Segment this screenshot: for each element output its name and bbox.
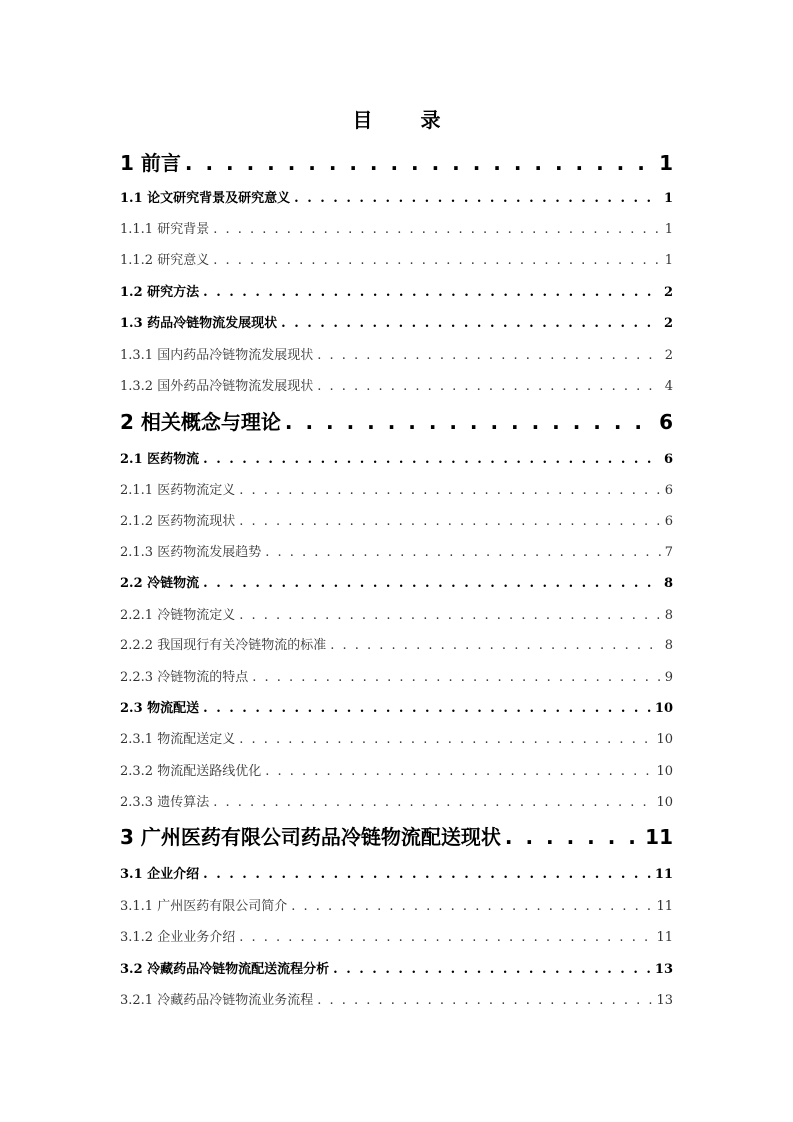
toc-leader-dots [333, 962, 651, 977]
toc-page-number: 13 [654, 962, 673, 977]
toc-entry[interactable] [120, 344, 673, 363]
toc-title-left: 目 [352, 108, 373, 132]
toc-entry-label: 3 广州医药有限公司药品冷链物流配送现状 [120, 825, 501, 849]
toc-leader-dots [203, 452, 660, 467]
toc-entry[interactable] [120, 791, 673, 810]
toc-page-number: 8 [664, 608, 673, 623]
toc-entry-label: 3.1 企业介绍 [120, 867, 200, 882]
toc-entry[interactable] [120, 510, 673, 529]
toc-page-number: 10 [656, 795, 673, 810]
toc-entry-label: 2.3 物流配送 [120, 701, 200, 716]
toc-page-number: 9 [664, 670, 673, 685]
toc-entry-label: 1.1 论文研究背景及研究意义 [120, 191, 291, 206]
toc-entry-label: 1 前言 [120, 151, 181, 175]
toc-entry-label: 2.3.2 物流配送路线优化 [120, 764, 262, 779]
toc-page-number: 7 [664, 545, 673, 560]
toc-entry[interactable] [120, 406, 673, 435]
toc-page-number: 10 [654, 701, 673, 716]
toc-leader-dots [281, 316, 660, 331]
toc-page-number: 11 [654, 867, 673, 882]
toc-entry-label: 3.2.1 冷藏药品冷链物流业务流程 [120, 993, 314, 1008]
toc-page-number: 1 [664, 222, 673, 237]
toc-entry[interactable] [120, 895, 673, 914]
toc-entry-label: 2.2.2 我国现行有关冷链物流的标准 [120, 638, 327, 653]
toc-entry-label: 1.2 研究方法 [120, 285, 200, 300]
toc-entry-label: 1.1.2 研究意义 [120, 253, 210, 268]
toc-entry-label: 3.1.1 广州医药有限公司简介 [120, 899, 288, 914]
toc-leader-dots [203, 285, 660, 300]
toc-page-number: 2 [663, 316, 673, 331]
toc-entry-label: 3.2 冷藏药品冷链物流配送流程分析 [120, 962, 330, 977]
toc-title [0, 104, 793, 133]
toc-page-number: 11 [656, 899, 673, 914]
toc-entry[interactable] [120, 760, 673, 779]
toc-entry[interactable] [120, 634, 673, 653]
toc-leader-dots [265, 545, 661, 560]
toc-leader-dots [185, 151, 655, 175]
toc-entry[interactable] [120, 218, 673, 237]
toc-leader-dots [239, 514, 661, 529]
toc-page-number: 10 [656, 764, 673, 779]
toc-entry-label: 2.1 医药物流 [120, 452, 200, 467]
toc-page-number: 13 [656, 993, 673, 1008]
toc-page-number: 11 [656, 930, 673, 945]
toc-title-right: 录 [420, 108, 441, 132]
toc-entry[interactable] [120, 375, 673, 394]
toc-leader-dots [203, 576, 660, 591]
toc-entry[interactable] [120, 541, 673, 560]
toc-leader-dots [239, 930, 652, 945]
toc-page-number: 11 [645, 825, 673, 849]
toc-entry[interactable] [120, 821, 673, 850]
toc-leader-dots [317, 379, 661, 394]
toc-entry-label: 2.1.2 医药物流现状 [120, 514, 236, 529]
toc-leader-dots [285, 410, 655, 434]
toc-entry-label: 2.1.3 医药物流发展趋势 [120, 545, 262, 560]
toc-entry[interactable] [120, 448, 673, 467]
toc-page-number: 1 [664, 253, 673, 268]
toc-entry-label: 2 相关概念与理论 [120, 410, 281, 434]
toc-entry-label: 2.2.1 冷链物流定义 [120, 608, 236, 623]
toc-entry[interactable] [120, 863, 673, 882]
toc-entry-label: 1.1.1 研究背景 [120, 222, 210, 237]
toc-entry[interactable] [120, 697, 673, 716]
toc-leader-dots [239, 483, 661, 498]
toc-page-number: 1 [659, 151, 673, 175]
toc-leader-dots [505, 825, 641, 849]
toc-entry-label: 1.3.2 国外药品冷链物流发展现状 [120, 379, 314, 394]
toc-leader-dots [203, 701, 651, 716]
toc-entry-label: 2.1.1 医药物流定义 [120, 483, 236, 498]
toc-leader-dots [203, 867, 651, 882]
toc-page-number: 6 [659, 410, 673, 434]
toc-page-number: 2 [663, 285, 673, 300]
toc-entry-label: 2.3.1 物流配送定义 [120, 732, 236, 747]
toc-entry[interactable] [120, 989, 673, 1008]
toc-leader-dots [213, 253, 661, 268]
toc-page-number: 6 [664, 514, 673, 529]
toc-entry[interactable] [120, 604, 673, 623]
toc-entry[interactable] [120, 728, 673, 747]
toc-entry-label: 3.1.2 企业业务介绍 [120, 930, 236, 945]
toc-page-number: 6 [663, 452, 673, 467]
toc-entry-label: 1.3 药品冷链物流发展现状 [120, 316, 278, 331]
toc-page-number: 8 [663, 576, 673, 591]
toc-leader-dots [252, 670, 661, 685]
toc-entry[interactable] [120, 312, 673, 331]
toc-entry-label: 2.2.3 冷链物流的特点 [120, 670, 249, 685]
toc-entry-label: 2.2 冷链物流 [120, 576, 200, 591]
toc-leader-dots [317, 348, 661, 363]
toc-page-number: 10 [656, 732, 673, 747]
toc-leader-dots [213, 222, 661, 237]
toc-page-number: 6 [664, 483, 673, 498]
toc-entry-label: 2.3.3 遗传算法 [120, 795, 210, 810]
toc-entry[interactable] [120, 479, 673, 498]
toc-entry[interactable] [120, 249, 673, 268]
toc-page-number: 1 [663, 191, 673, 206]
toc-entry[interactable] [120, 572, 673, 591]
toc-leader-dots [291, 899, 652, 914]
toc-leader-dots [239, 732, 652, 747]
toc-leader-dots [213, 795, 652, 810]
toc-entry[interactable] [120, 926, 673, 945]
toc-entry[interactable] [120, 281, 673, 300]
toc-page-number: 4 [664, 379, 673, 394]
toc-page-number: 8 [664, 638, 673, 653]
toc-leader-dots [294, 191, 660, 206]
toc-entry-label: 1.3.1 国内药品冷链物流发展现状 [120, 348, 314, 363]
toc-entry[interactable] [120, 958, 673, 977]
toc-leader-dots [317, 993, 652, 1008]
toc-leader-dots [265, 764, 652, 779]
toc-leader-dots [239, 608, 661, 623]
toc-entry[interactable] [120, 147, 673, 176]
toc-entry[interactable] [120, 187, 673, 206]
toc-entry[interactable] [120, 666, 673, 685]
toc-leader-dots [330, 638, 661, 653]
toc-page-number: 2 [664, 348, 673, 363]
